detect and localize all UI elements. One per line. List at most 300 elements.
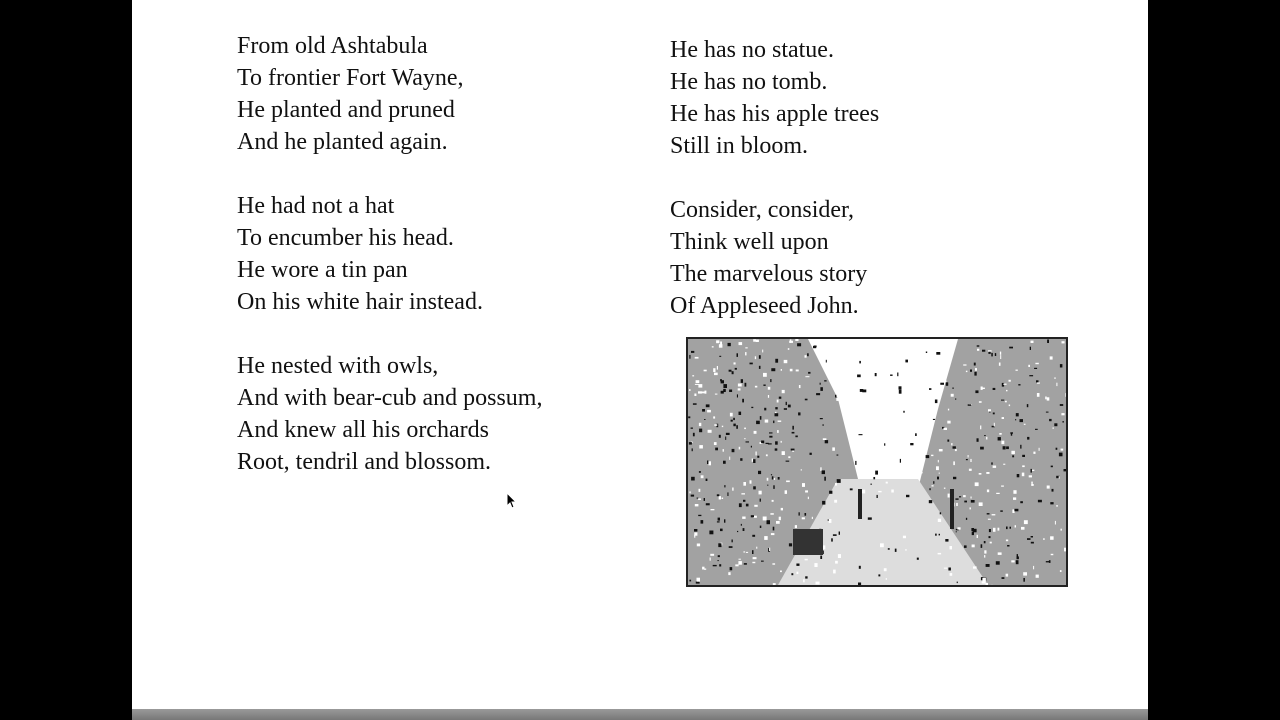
sketch-speckle	[805, 355, 807, 358]
sketch-speckle	[905, 360, 908, 363]
sketch-speckle	[1016, 560, 1019, 564]
sketch-speckle	[781, 508, 783, 511]
sketch-speckle	[810, 453, 812, 455]
sketch-speckle	[823, 545, 826, 549]
sketch-speckle	[953, 446, 956, 448]
sketch-speckle	[775, 359, 778, 363]
sketch-speckle	[1031, 484, 1034, 486]
sketch-speckle	[737, 394, 738, 397]
sketch-speckle	[933, 361, 935, 362]
sketch-speckle	[741, 524, 742, 526]
sketch-speckle	[977, 345, 980, 346]
sketch-speckle	[850, 488, 853, 490]
sketch-speckle	[1050, 356, 1053, 359]
sketch-speckle	[1033, 452, 1035, 454]
document-page	[132, 0, 1148, 709]
sketch-speckle	[722, 426, 723, 427]
sketch-speckle	[876, 442, 879, 445]
sketch-speckle	[1061, 529, 1062, 531]
sketch-speckle	[982, 578, 986, 582]
sketch-speckle	[776, 521, 780, 524]
sketch-speckle	[951, 394, 954, 397]
sketch-speckle	[944, 428, 948, 430]
sketch-speckle	[813, 340, 816, 342]
sketch-speckle	[769, 548, 770, 551]
sketch-speckle	[710, 554, 714, 556]
sketch-speckle	[756, 340, 759, 342]
sketch-speckle	[745, 352, 746, 355]
sketch-speckle	[695, 504, 699, 506]
sketch-speckle	[966, 459, 968, 460]
sketch-speckle	[758, 471, 761, 474]
sketch-speckle	[939, 449, 943, 451]
sketch-speckle	[1031, 482, 1033, 484]
sketch-speckle	[895, 549, 897, 552]
sketch-speckle	[788, 456, 790, 458]
sketch-speckle	[824, 380, 826, 381]
sketch-speckle	[772, 563, 775, 564]
sketch-speckle	[833, 534, 837, 536]
sketch-speckle	[880, 543, 884, 547]
sketch-speckle	[692, 448, 693, 451]
sketch-speckle	[696, 581, 700, 583]
sketch-speckle	[936, 352, 940, 355]
sketch-speckle	[886, 482, 888, 484]
sketch-speckle	[738, 384, 742, 387]
sketch-speckle	[732, 540, 733, 543]
sketch-speckle	[694, 535, 695, 538]
sketch-speckle	[756, 421, 760, 424]
sketch-speckle	[742, 399, 744, 403]
sketch-speckle	[802, 483, 805, 487]
sketch-speckle	[982, 582, 986, 584]
sketch-speckle	[699, 489, 701, 492]
sketch-speckle	[743, 551, 745, 552]
sketch-speckle	[923, 361, 925, 364]
sketch-speckle	[737, 531, 738, 532]
sketch-speckle	[805, 576, 807, 578]
sketch-speckle	[1001, 486, 1004, 487]
sketch-speckle	[713, 416, 715, 418]
sketch-speckle	[1047, 397, 1050, 400]
sketch-speckle	[759, 491, 762, 495]
sketch-speckle	[693, 433, 695, 437]
sketch-speckle	[855, 461, 856, 465]
sketch-speckle	[709, 461, 712, 465]
sketch-speckle	[784, 360, 788, 363]
sketch-speckle	[905, 549, 906, 551]
sketch-speckle	[711, 509, 715, 510]
sketch-speckle	[752, 459, 753, 462]
sketch-speckle	[708, 430, 712, 433]
sketch-speckle	[1036, 380, 1039, 382]
sketch-speckle	[987, 490, 989, 493]
sketch-speckle	[812, 517, 813, 519]
sketch-speckle	[900, 404, 902, 408]
sketch-speckle	[944, 488, 946, 489]
sketch-speckle	[970, 370, 972, 372]
sketch-speckle	[1016, 413, 1019, 416]
sketch-speckle	[732, 449, 735, 452]
sketch-speckle	[777, 430, 779, 433]
sketch-speckle	[771, 533, 775, 535]
sketch-speckle	[739, 447, 741, 450]
poem-left-column	[237, 30, 542, 510]
sketch-speckle	[900, 459, 901, 463]
sketch-speckle	[773, 583, 776, 585]
sketch-speckle	[712, 346, 714, 347]
sketch-speckle	[737, 353, 739, 357]
sketch-speckle	[719, 435, 721, 438]
sketch-speckle	[743, 500, 745, 502]
sketch-speckle	[820, 387, 823, 391]
sketch-speckle	[709, 531, 713, 535]
sketch-speckle	[1030, 347, 1031, 350]
sketch-speckle	[1020, 501, 1023, 503]
sketch-speckle	[975, 482, 979, 486]
sketch-speckle	[877, 394, 880, 395]
sketch-speckle	[739, 342, 743, 345]
sketch-speckle	[779, 517, 781, 521]
sketch-speckle	[1024, 520, 1028, 524]
sketch-speckle	[1020, 445, 1021, 449]
sketch-speckle	[695, 384, 699, 385]
sketch-speckle	[1062, 341, 1065, 343]
sketch-speckle	[820, 556, 822, 559]
sketch-speckle	[820, 467, 821, 471]
sketch-speckle	[729, 390, 732, 393]
sketch-speckle	[953, 387, 954, 389]
sketch-speckle	[953, 461, 955, 465]
sketch-speckle	[699, 429, 702, 433]
sketch-speckle	[755, 356, 756, 359]
sketch-speckle	[998, 552, 1002, 555]
sketch-speckle	[873, 477, 875, 479]
sketch-speckle	[868, 517, 872, 519]
sketch-speckle	[735, 564, 738, 566]
sketch-speckle	[1003, 446, 1006, 449]
sketch-speckle	[771, 474, 772, 475]
sketch-speckle	[720, 342, 722, 345]
sketch-speckle	[910, 443, 913, 445]
sketch-speckle	[759, 355, 761, 359]
sketch-speckle	[695, 357, 699, 359]
sketch-speckle	[699, 423, 701, 426]
sketch-speckle	[835, 395, 836, 398]
sketch-speckle	[1035, 363, 1038, 364]
sketch-speckle	[888, 548, 890, 550]
sketch-speckle	[750, 363, 753, 365]
sketch-speckle	[691, 428, 693, 429]
sketch-speckle	[877, 495, 878, 498]
sketch-speckle	[698, 498, 701, 500]
sketch-speckle	[948, 347, 950, 350]
sketch-speckle	[975, 390, 978, 393]
sketch-speckle	[872, 408, 875, 411]
sketch-speckle	[975, 368, 977, 371]
sketch-speckle	[760, 499, 761, 502]
stanza	[237, 350, 542, 478]
sketch-speckle	[820, 418, 823, 419]
sketch-speckle	[763, 517, 767, 521]
sketch-speckle	[714, 424, 717, 426]
sketch-speckle	[714, 373, 718, 376]
sketch-speckle	[805, 490, 808, 492]
sketch-speckle	[797, 572, 799, 574]
sketch-speckle	[808, 372, 810, 374]
sketch-speckle	[763, 373, 767, 377]
sketch-speckle	[752, 550, 754, 554]
poem-line: Root, tendril and blossom.	[237, 449, 491, 475]
sketch-speckle	[836, 398, 840, 401]
poem-line: From old Ashtabula	[237, 33, 428, 59]
sketch-speckle	[826, 360, 827, 363]
sketch-speckle	[993, 413, 995, 415]
sketch-speckle	[744, 563, 747, 565]
sketch-speckle	[1031, 469, 1032, 473]
sketch-speckle	[741, 379, 743, 383]
sketch-speckle	[984, 550, 986, 553]
sketch-speckle	[935, 534, 937, 536]
sketch-speckle	[1000, 510, 1003, 511]
sketch-speckle	[799, 512, 800, 515]
poem-line: He has no tomb.	[670, 69, 828, 95]
sketch-speckle	[993, 388, 996, 390]
sketch-speckle	[740, 458, 742, 461]
sketch-speckle	[927, 355, 931, 357]
sketch-speckle	[816, 582, 820, 585]
sketch-speckle	[938, 460, 939, 463]
sketch-speckle	[719, 356, 721, 357]
sketch-speckle	[723, 449, 724, 452]
sketch-speckle	[1007, 545, 1009, 547]
sketch-speckle	[761, 441, 764, 444]
sketch-speckle	[753, 486, 756, 489]
sketch-speckle	[805, 513, 807, 516]
sketch-speckle	[979, 473, 982, 475]
sketch-speckle	[1006, 527, 1008, 530]
sketch-speckle	[977, 535, 978, 538]
sketch-speckle	[780, 571, 782, 573]
sketch-speckle	[1011, 560, 1014, 562]
sketch-speckle	[733, 418, 735, 420]
sketch-speckle	[837, 479, 841, 483]
sketch-speckle	[1011, 451, 1015, 454]
stanza	[670, 194, 879, 322]
sketch-speckle	[969, 469, 972, 471]
sketch-speckle	[689, 442, 692, 445]
sketch-speckle	[1047, 486, 1050, 489]
sketch-speckle	[935, 400, 938, 404]
sketch-speckle	[950, 546, 953, 549]
sketch-speckle	[875, 471, 878, 475]
sketch-speckle	[745, 383, 747, 387]
sketch-speckle	[710, 558, 711, 561]
sketch-speckle	[891, 490, 894, 493]
sketch-speckle	[1014, 509, 1018, 512]
sketch-speckle	[788, 348, 790, 350]
sketch-speckle	[971, 500, 975, 503]
sketch-speckle	[689, 389, 690, 391]
sketch-speckle	[1006, 540, 1008, 542]
sketch-speckle	[799, 385, 801, 388]
poem-line: He had not a hat	[237, 193, 395, 219]
sketch-speckle	[1009, 405, 1010, 407]
sketch-speckle	[835, 561, 838, 564]
sketch-speckle	[731, 420, 733, 422]
sketch-speckle	[979, 401, 982, 403]
sketch-speckle	[1009, 347, 1013, 349]
sketch-speckle	[739, 559, 741, 560]
sketch-speckle	[698, 391, 702, 393]
sketch-speckle	[873, 411, 876, 414]
sketch-speckle	[762, 350, 763, 353]
sketch-speckle	[766, 454, 768, 456]
sketch-speckle	[1061, 449, 1064, 451]
sketch-speckle	[707, 461, 708, 465]
sketch-speckle	[957, 527, 960, 529]
sketch-speckle	[751, 407, 753, 408]
sketch-speckle	[937, 358, 939, 361]
sketch-speckle	[795, 525, 797, 528]
sketch-speckle	[979, 502, 983, 506]
sketch-speckle	[721, 380, 724, 383]
sketch-speckle	[706, 479, 708, 481]
sketch-speckle	[987, 513, 990, 514]
mouse-cursor-icon	[506, 492, 518, 510]
sketch-speckle	[1046, 412, 1049, 413]
sketch-speckle	[775, 413, 779, 416]
sketch-speckle	[939, 534, 940, 536]
sketch-speckle	[801, 469, 802, 470]
sketch-speckle	[957, 582, 958, 584]
sketch-speckle	[980, 426, 981, 430]
sketch-speckle	[1018, 384, 1020, 385]
sketch-speckle	[1050, 536, 1054, 540]
sketch-speckle	[1056, 448, 1058, 450]
sketch-speckle	[968, 404, 971, 406]
sketch-speckle	[736, 425, 738, 429]
sketch-speckle	[697, 578, 701, 582]
sketch-speckle	[738, 561, 742, 565]
sketch-speckle	[1031, 536, 1033, 538]
sketch-speckle	[781, 369, 782, 371]
sketch-speckle	[745, 347, 747, 348]
sketch-speckle	[955, 399, 956, 400]
sketch-speckle	[968, 455, 969, 458]
sketch-speckle	[937, 477, 939, 480]
sketch-speckle	[981, 387, 983, 390]
sketch-speckle	[779, 397, 782, 399]
sketch-speckle	[1060, 570, 1062, 572]
sketch-speckle	[718, 543, 721, 547]
sketch-speckle	[726, 433, 730, 435]
sketch-speckle	[1038, 500, 1042, 503]
sketch-speckle	[1052, 489, 1054, 492]
sketch-speckle	[1061, 413, 1064, 415]
sketch-speckle	[743, 482, 746, 486]
poem-line: The marvelous story	[670, 261, 868, 287]
sketch-speckle	[1047, 340, 1049, 344]
sketch-speckle	[1012, 455, 1014, 457]
sketch-speckle	[692, 375, 694, 376]
sketch-speckle	[1056, 383, 1057, 386]
sketch-speckle	[823, 438, 827, 440]
sketch-speckle	[963, 495, 966, 497]
sketch-speckle	[768, 395, 769, 398]
sketch-speckle	[966, 371, 968, 372]
sketch-speckle	[753, 557, 757, 559]
sketch-speckle	[757, 456, 759, 458]
sketch-speckle	[929, 500, 932, 503]
sketch-speckle	[986, 472, 989, 474]
sketch-speckle	[1013, 497, 1016, 500]
sketch-speckle	[974, 363, 976, 366]
sketch-speckle	[789, 341, 793, 343]
sketch-speckle	[702, 392, 706, 394]
poem-line: And he planted again.	[237, 129, 448, 155]
sketch-speckle	[1059, 453, 1063, 457]
sketch-speckle	[931, 455, 933, 456]
sketch-speckle	[963, 364, 966, 365]
sketch-speckle	[1049, 419, 1052, 421]
sketch-speckle	[991, 353, 993, 357]
sketch-speckle	[761, 561, 764, 562]
poem-line: He planted and pruned	[237, 97, 455, 123]
sketch-speckle	[767, 520, 771, 524]
sketch-speckle	[835, 483, 837, 486]
sketch-speckle	[724, 390, 725, 391]
sketch-speckle	[1013, 490, 1016, 494]
sketch-speckle	[947, 440, 949, 442]
sketch-speckle	[795, 436, 797, 438]
sketch-speckle	[1006, 390, 1008, 391]
sketch-speckle	[993, 528, 996, 532]
sketch-speckle	[775, 412, 776, 414]
sketch-speckle	[693, 403, 697, 405]
sketch-speckle	[1001, 400, 1004, 401]
poem-line: Of Appleseed John.	[670, 293, 859, 319]
poem-line: Still in bloom.	[670, 133, 809, 159]
sketch-speckle	[1064, 469, 1067, 471]
stanza	[237, 30, 542, 158]
sketch-speckle	[955, 449, 957, 451]
sketch-speckle	[1023, 572, 1027, 575]
sketch-speckle	[1051, 554, 1054, 555]
sketch-speckle	[722, 498, 724, 499]
sketch-speckle	[820, 383, 821, 385]
sketch-speckle	[917, 558, 919, 560]
sketch-speckle	[1009, 380, 1011, 382]
sketch-speckle	[938, 519, 941, 522]
sketch-speckle	[964, 501, 967, 503]
sketch-speckle	[729, 457, 730, 460]
sketch-speckle	[890, 375, 893, 376]
sketch-speckle	[953, 477, 956, 479]
sketch-speckle	[1017, 556, 1019, 559]
sketch-speckle	[1000, 352, 1001, 355]
sketch-speckle	[1012, 509, 1014, 513]
sketch-speckle	[1031, 542, 1034, 544]
sketch-speckle	[819, 351, 822, 355]
sketch-speckle	[944, 568, 947, 569]
sketch-speckle	[959, 496, 961, 497]
poem-line: To frontier Fort Wayne,	[237, 65, 464, 91]
bottom-scrollbar[interactable]	[132, 709, 1148, 720]
sketch-speckle	[713, 368, 715, 372]
sketch-speckle	[719, 564, 721, 566]
sketch-speckle	[752, 562, 755, 563]
